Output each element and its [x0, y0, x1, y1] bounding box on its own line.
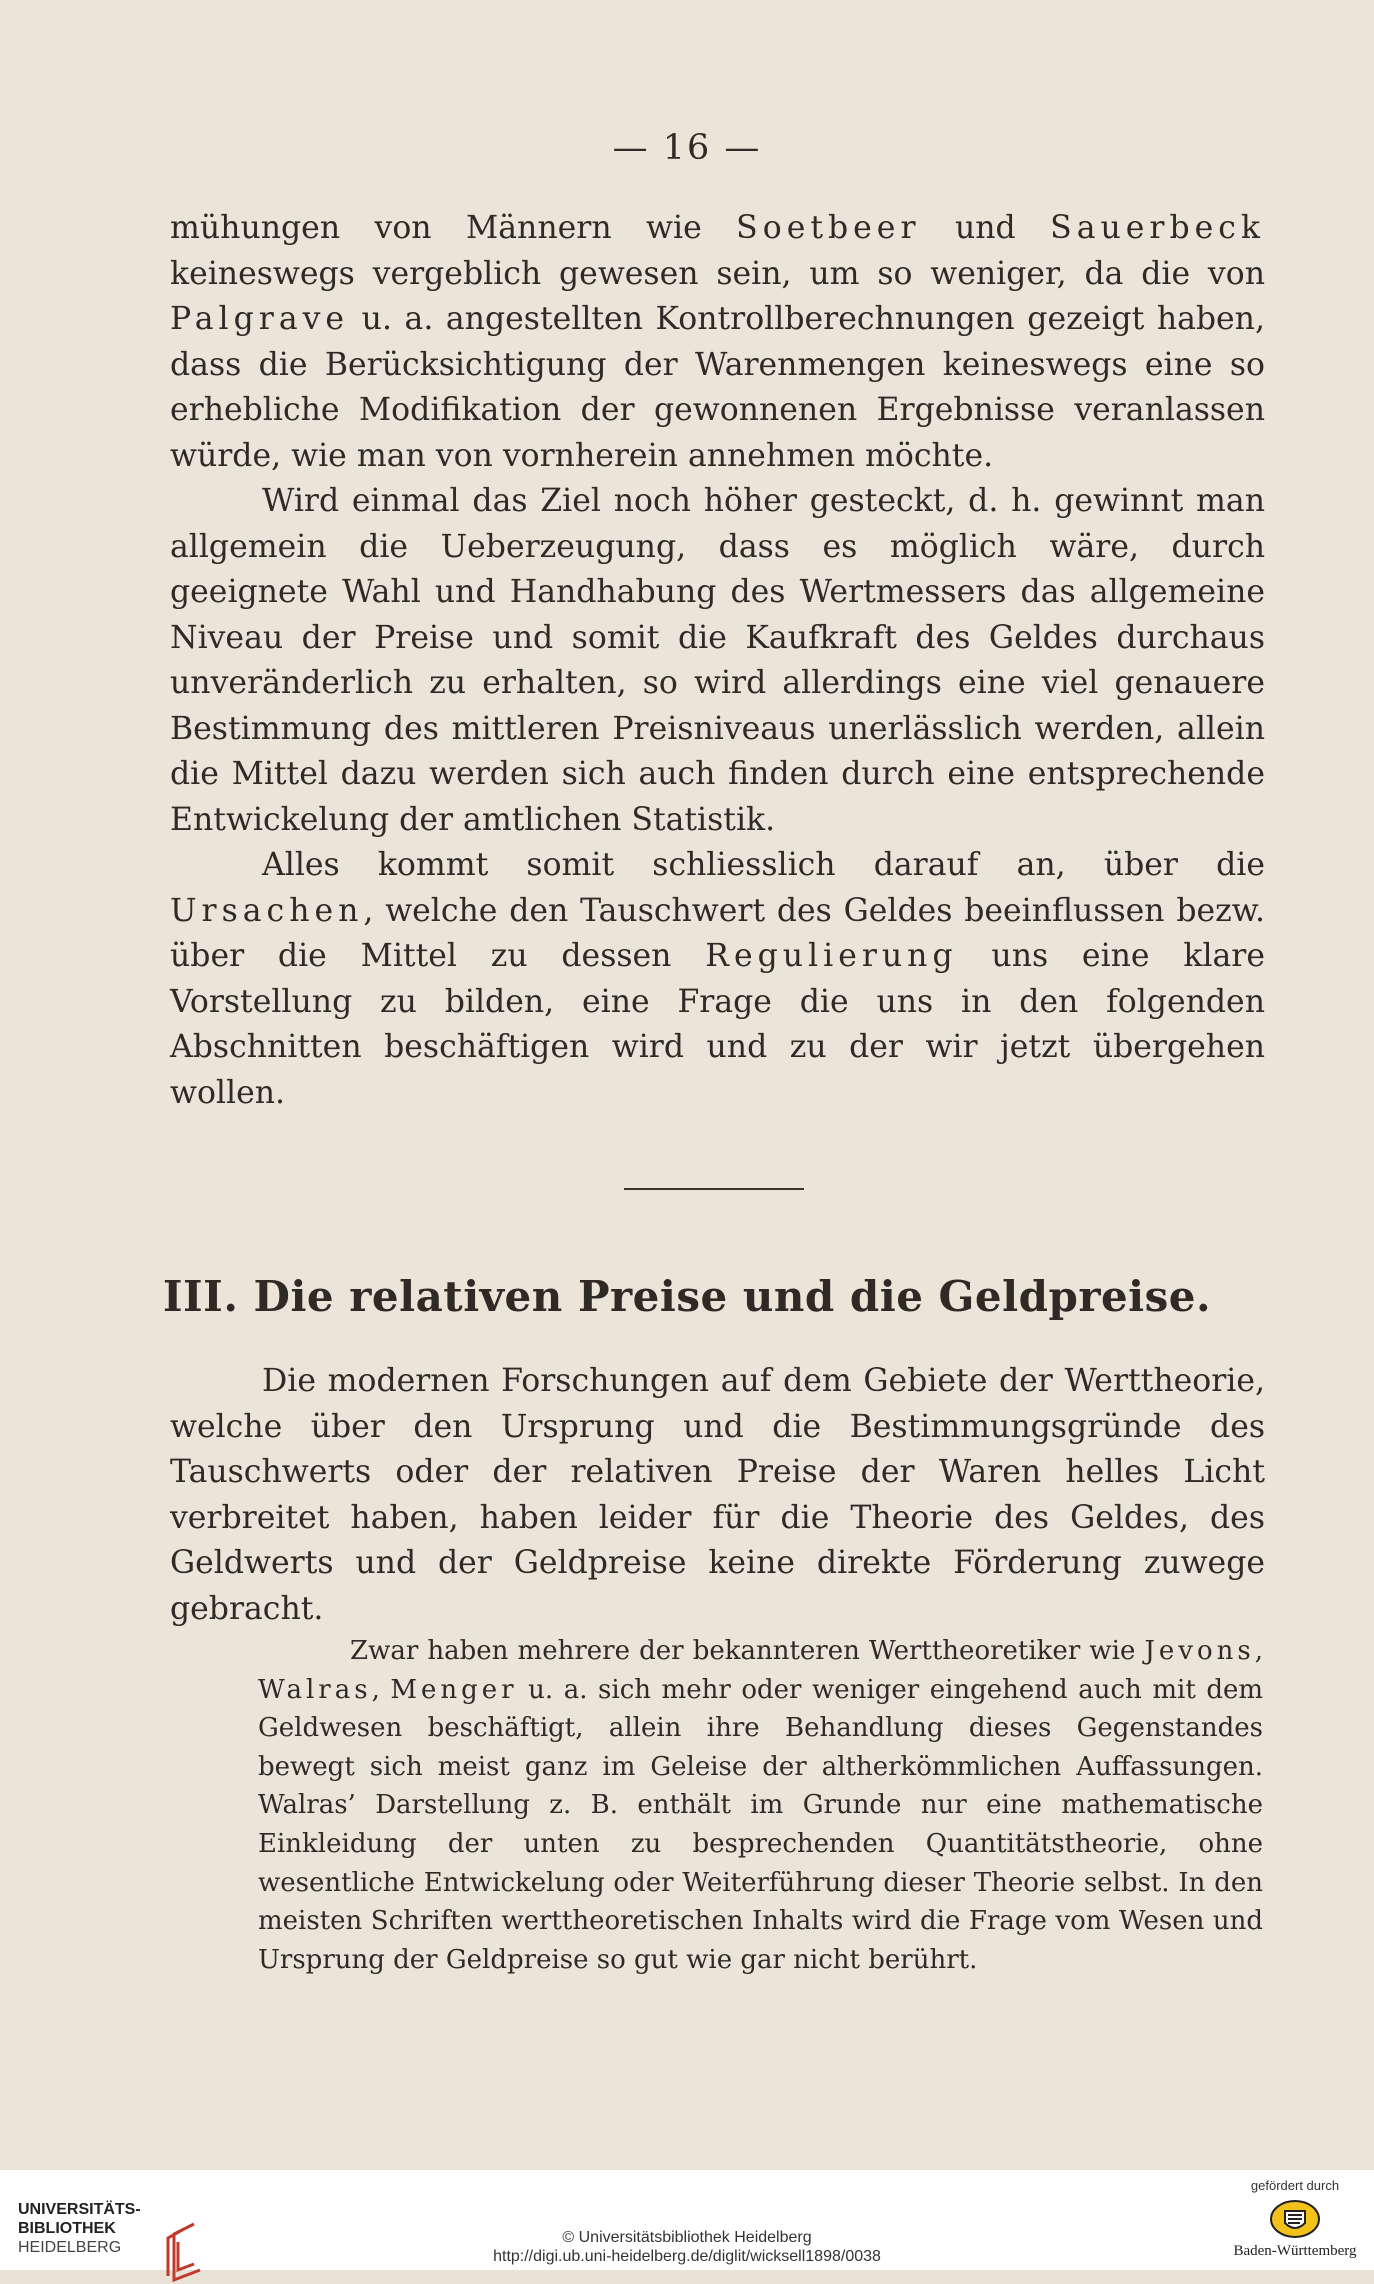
funder-block [1230, 2178, 1360, 2260]
section-paragraph: Die modernen Forschungen auf dem Gebiete der Werttheorie, welche über den Ursprung und die Bestimmungsgründe des Tauschwerts oder der relativen Preise der Waren helles Licht verbreitet haben, haben leider für die Theorie des Geldes, des Geldwerts und der Geldpreise keine direkte Förderung zuwege gebracht. [170, 1363, 1265, 1627]
copyright-text: © Universitätsbibliothek Heidelberg [562, 2229, 812, 2246]
copyright-block [0, 2228, 1374, 2266]
spaced-name: Menger [390, 1674, 518, 1705]
paragraph-conclusion: Alles kommt somit schliesslich darauf an, über die Ursachen, welche den Tauschwert des Geldes beeinflussen bezw. über die Mittel zu dessen Regulierung uns eine klare Vorstellung zu bilden, eine Frage die uns in den folgenden Abschnitten beschäftigen wird und zu der wir jetzt übergehen wollen. [170, 847, 1265, 1111]
section-divider [624, 1188, 804, 1190]
section-heading: III. Die relativen Preise und die Geldpreise. [162, 1272, 1212, 1321]
library-name-line1: UNIVERSITÄTS- [18, 2201, 141, 2218]
spaced-name: Jevons [1144, 1636, 1255, 1666]
funded-by-label: gefördert durch [1250, 2178, 1340, 2193]
spaced-name: Walras [258, 1674, 372, 1705]
paragraph-continuation: mühungen von Männern wie Soetbeer und Sauerbeck keineswegs vergeblich gewesen sein, um so weniger, da die von Palgrave u. a. angestellten Kontrollberechnungen gezeigt haben, dass die Berücksichtigung der Warenmengen keineswegs eine so erhebliche Modifikation der gewonnenen Ergebnisse veranlassen würde, wie man von vornherein annehmen möchte. [170, 210, 1265, 474]
body-text-top [170, 206, 1265, 1116]
footnote [258, 1632, 1263, 1979]
spaced-name: Sauerbeck [1050, 210, 1265, 246]
spaced-name: Regulierung [705, 938, 958, 974]
body-text-section [170, 1359, 1265, 1632]
library-name-line2: BIBLIOTHEK [18, 2220, 116, 2237]
coat-of-arms-icon [1269, 2199, 1321, 2239]
footer-bar [0, 2170, 1374, 2270]
spaced-name: Soetbeer [736, 210, 921, 246]
spaced-name: Ursachen [170, 892, 364, 929]
footnote-text: Zwar haben mehrere der bekannteren Werttheoretiker wie Jevons, Walras, Menger u. a. sich mehr oder weniger eingehend auch mit dem Geldwesen beschäftigt, allein ihre Behandlung dieses Gegenstandes bewegt sich meist ganz im Geleise der altherkömmlichen Auffassungen. Walras’ Darstellung z. B. enthält im Grunde nur eine mathematische Einkleidung der unten zu besprechenden Quantitätstheorie, ohne wesentliche Entwickelung oder Weiterführung dieser Theorie selbst. In den meisten Schriften werttheoretischen Inhalts wird die Frage vom Wesen und Ursprung der Geldpreise so gut wie gar nicht berührt. [258, 1636, 1264, 1975]
paragraph-price-level: Wird einmal das Ziel noch höher gesteckt, d. h. gewinnt man allgemein die Ueberzeugung, dass es möglich wäre, durch geeignete Wahl und Handhabung des Wertmessers das allgemeine Niveau der Preise und somit die Kaufkraft des Geldes durchaus unveränderlich zu erhalten, so wird allerdings eine viel genauere Bestimmung des mittleren Preisniveaus unerlässlich werden, allein die Mittel dazu werden sich auch finden durch eine entsprechende Entwickelung der amtlichen Statistik. [170, 483, 1265, 838]
funder-name: Baden-Württemberg [1233, 2243, 1357, 2259]
spaced-name: Palgrave [170, 301, 350, 337]
permalink[interactable]: http://digi.ub.uni-heidelberg.de/diglit/wicksell1898/0038 [493, 2248, 881, 2265]
page-number: — 16 — [612, 128, 762, 168]
library-name-line3: HEIDELBERG [18, 2239, 122, 2256]
